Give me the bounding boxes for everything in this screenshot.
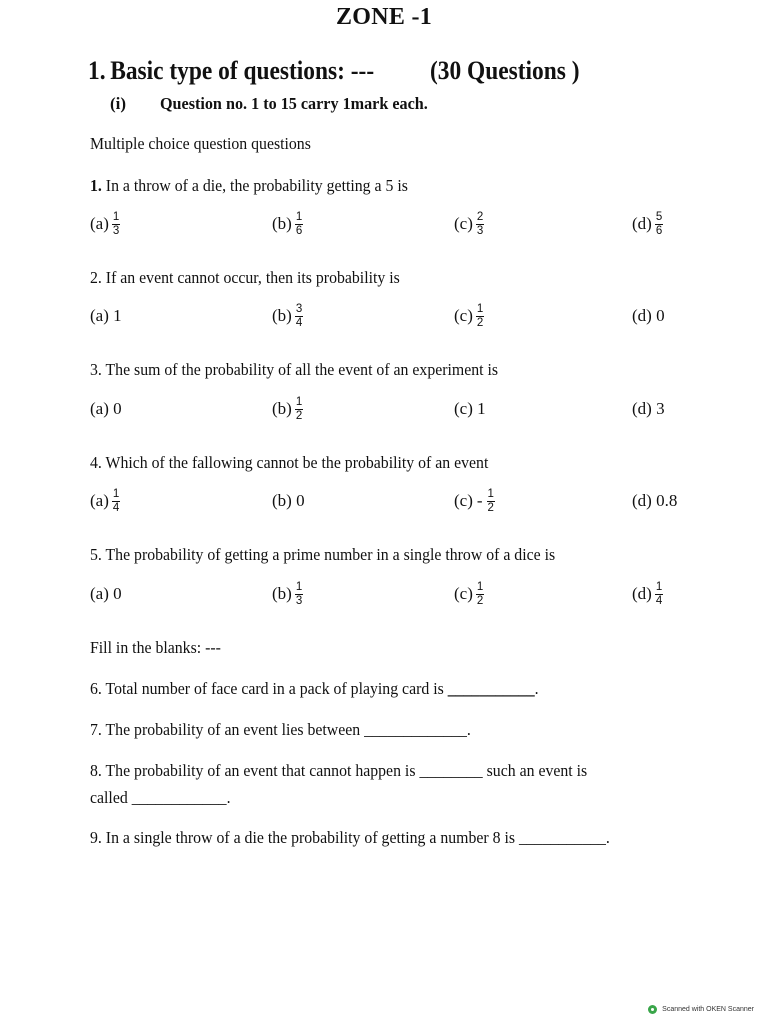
- answer-blank: _____________: [364, 720, 467, 739]
- scanner-watermark: [648, 1005, 754, 1014]
- question-number: 1.: [90, 176, 102, 195]
- fraction-numerator: 1: [295, 580, 303, 593]
- fraction: [112, 211, 120, 238]
- option-label: (c): [454, 306, 473, 325]
- answer-blank: ___________: [518, 828, 606, 847]
- fraction: [295, 211, 303, 238]
- option-label: (b): [272, 399, 292, 418]
- minus-sign: -: [476, 491, 483, 510]
- fill-blank-line: [90, 828, 610, 848]
- fraction: [655, 581, 663, 608]
- scanner-logo-icon: [648, 1005, 657, 1014]
- answer-option: [454, 389, 486, 429]
- fraction-denominator: 4: [655, 594, 663, 607]
- fill-blank-line: [90, 720, 471, 740]
- fraction: [295, 303, 303, 330]
- question-stem: If an event cannot occur, then its probability is: [101, 268, 400, 287]
- question-number: 2.: [90, 268, 102, 287]
- answer-option: [90, 204, 120, 244]
- fraction-numerator: 1: [112, 210, 120, 223]
- answer-option: [632, 296, 665, 336]
- fraction-denominator: 2: [295, 409, 303, 422]
- fraction-numerator: 1: [476, 580, 484, 593]
- fraction-denominator: 4: [295, 316, 303, 329]
- answer-blank: ___________: [447, 679, 535, 698]
- question-stem: In a throw of a die, the probability getting a 5 is: [101, 176, 408, 195]
- section-title: 1. Basic type of questions: ---: [88, 56, 375, 85]
- fraction-numerator: 2: [476, 210, 484, 223]
- fill-text: 7. The probability of an event lies between: [90, 720, 365, 739]
- fraction-denominator: 6: [295, 224, 303, 237]
- zone-title: ZONE -1: [335, 4, 433, 30]
- fraction-numerator: 1: [476, 302, 484, 315]
- subsection-number: (i): [110, 94, 127, 113]
- answer-option: [632, 204, 663, 244]
- fraction-numerator: 1: [112, 487, 120, 500]
- option-label: (a) 1: [90, 306, 122, 325]
- fraction-numerator: 1: [295, 210, 303, 223]
- fraction-numerator: 5: [655, 210, 663, 223]
- option-label: (d): [632, 214, 652, 233]
- answer-option: [632, 481, 677, 521]
- answer-blank: ________: [419, 761, 483, 780]
- fraction-numerator: 1: [295, 395, 303, 408]
- fill-blank-line: [90, 679, 539, 699]
- section-question-count: (30 Questions ): [430, 56, 580, 85]
- question-text: [90, 176, 408, 196]
- answer-option: [90, 481, 120, 521]
- fill-heading: Fill in the blanks: ---: [90, 638, 221, 657]
- answer-option: [90, 296, 122, 336]
- question-text: [90, 360, 498, 380]
- fraction-denominator: 3: [476, 224, 484, 237]
- fill-text-end: such an event is: [482, 761, 588, 780]
- scanner-text: Scanned with OKEN Scanner: [662, 1006, 754, 1013]
- answer-option: [272, 481, 305, 521]
- fill-text: 9. In a single throw of a die the probability of getting a number 8 is: [90, 828, 519, 847]
- answer-option: [272, 574, 303, 614]
- fraction: [476, 303, 484, 330]
- question-number: 3.: [90, 360, 102, 379]
- question-number: 5.: [90, 545, 102, 564]
- fraction: [476, 211, 484, 238]
- answer-option: [90, 389, 122, 429]
- subsection-text: Question no. 1 to 15 carry 1mark each.: [160, 94, 428, 113]
- fraction: [655, 211, 663, 238]
- question-stem: Which of the fallowing cannot be the probability of an event: [101, 453, 489, 472]
- option-label: (a): [90, 214, 109, 233]
- option-label: (d) 0: [632, 306, 665, 325]
- fraction-denominator: 2: [476, 316, 484, 329]
- question-text: [90, 268, 400, 288]
- fraction-denominator: 3: [112, 224, 120, 237]
- option-label: (c) 1: [454, 399, 486, 418]
- option-label: (c): [454, 584, 473, 603]
- fill-text-end: .: [605, 828, 610, 847]
- option-label: (d) 3: [632, 399, 665, 418]
- option-label: (d) 0.8: [632, 491, 678, 510]
- fraction-denominator: 2: [487, 501, 494, 514]
- option-label: (b): [272, 306, 292, 325]
- question-stem: The probability of getting a prime number in a single throw of a dice is: [101, 545, 556, 564]
- fill-text-end: .: [226, 788, 231, 807]
- fill-text-end: .: [466, 720, 471, 739]
- answer-blank: ____________: [131, 788, 227, 807]
- answer-option: [632, 389, 665, 429]
- question-text: [90, 545, 555, 565]
- answer-option: [90, 574, 122, 614]
- answer-option: [632, 574, 663, 614]
- fill-blank-line: [90, 761, 587, 781]
- fraction: [112, 488, 120, 515]
- fill-text: 8. The probability of an event that cannot happen is: [90, 761, 420, 780]
- fraction-denominator: 6: [655, 224, 663, 237]
- option-label: (b): [272, 214, 292, 233]
- fraction-numerator: 1: [655, 580, 663, 593]
- fraction-denominator: 4: [112, 501, 120, 514]
- fraction-denominator: 2: [476, 594, 484, 607]
- option-label: (b) 0: [272, 491, 305, 510]
- fraction: [476, 581, 484, 608]
- question-stem: The sum of the probability of all the event of an experiment is: [101, 360, 499, 379]
- option-label: (b): [272, 584, 292, 603]
- answer-option: [272, 389, 303, 429]
- fraction: [295, 581, 303, 608]
- answer-option: [454, 574, 484, 614]
- option-label: (a) 0: [90, 584, 122, 603]
- fraction-denominator: 3: [295, 594, 303, 607]
- fraction-numerator: 3: [295, 302, 303, 315]
- option-label: (c): [454, 214, 473, 233]
- answer-option: [272, 204, 303, 244]
- fraction: [487, 488, 495, 515]
- fill-text-end: .: [534, 679, 539, 698]
- answer-option: [454, 204, 484, 244]
- question-number: 4.: [90, 453, 102, 472]
- answer-option: [272, 296, 303, 336]
- fraction: [295, 396, 303, 423]
- option-label: (a) 0: [90, 399, 122, 418]
- mcq-heading: Multiple choice question questions: [90, 134, 311, 153]
- fraction-numerator: 1: [487, 487, 494, 500]
- question-text: [90, 453, 488, 473]
- option-label: (a): [90, 491, 109, 510]
- answer-option: [454, 296, 484, 336]
- fill-blank-line: [90, 788, 231, 808]
- option-label: (d): [632, 584, 652, 603]
- fill-text: called: [90, 788, 132, 807]
- fill-text: 6. Total number of face card in a pack of playing card is: [90, 679, 448, 698]
- answer-option: [454, 481, 495, 521]
- option-label: (c): [454, 491, 473, 510]
